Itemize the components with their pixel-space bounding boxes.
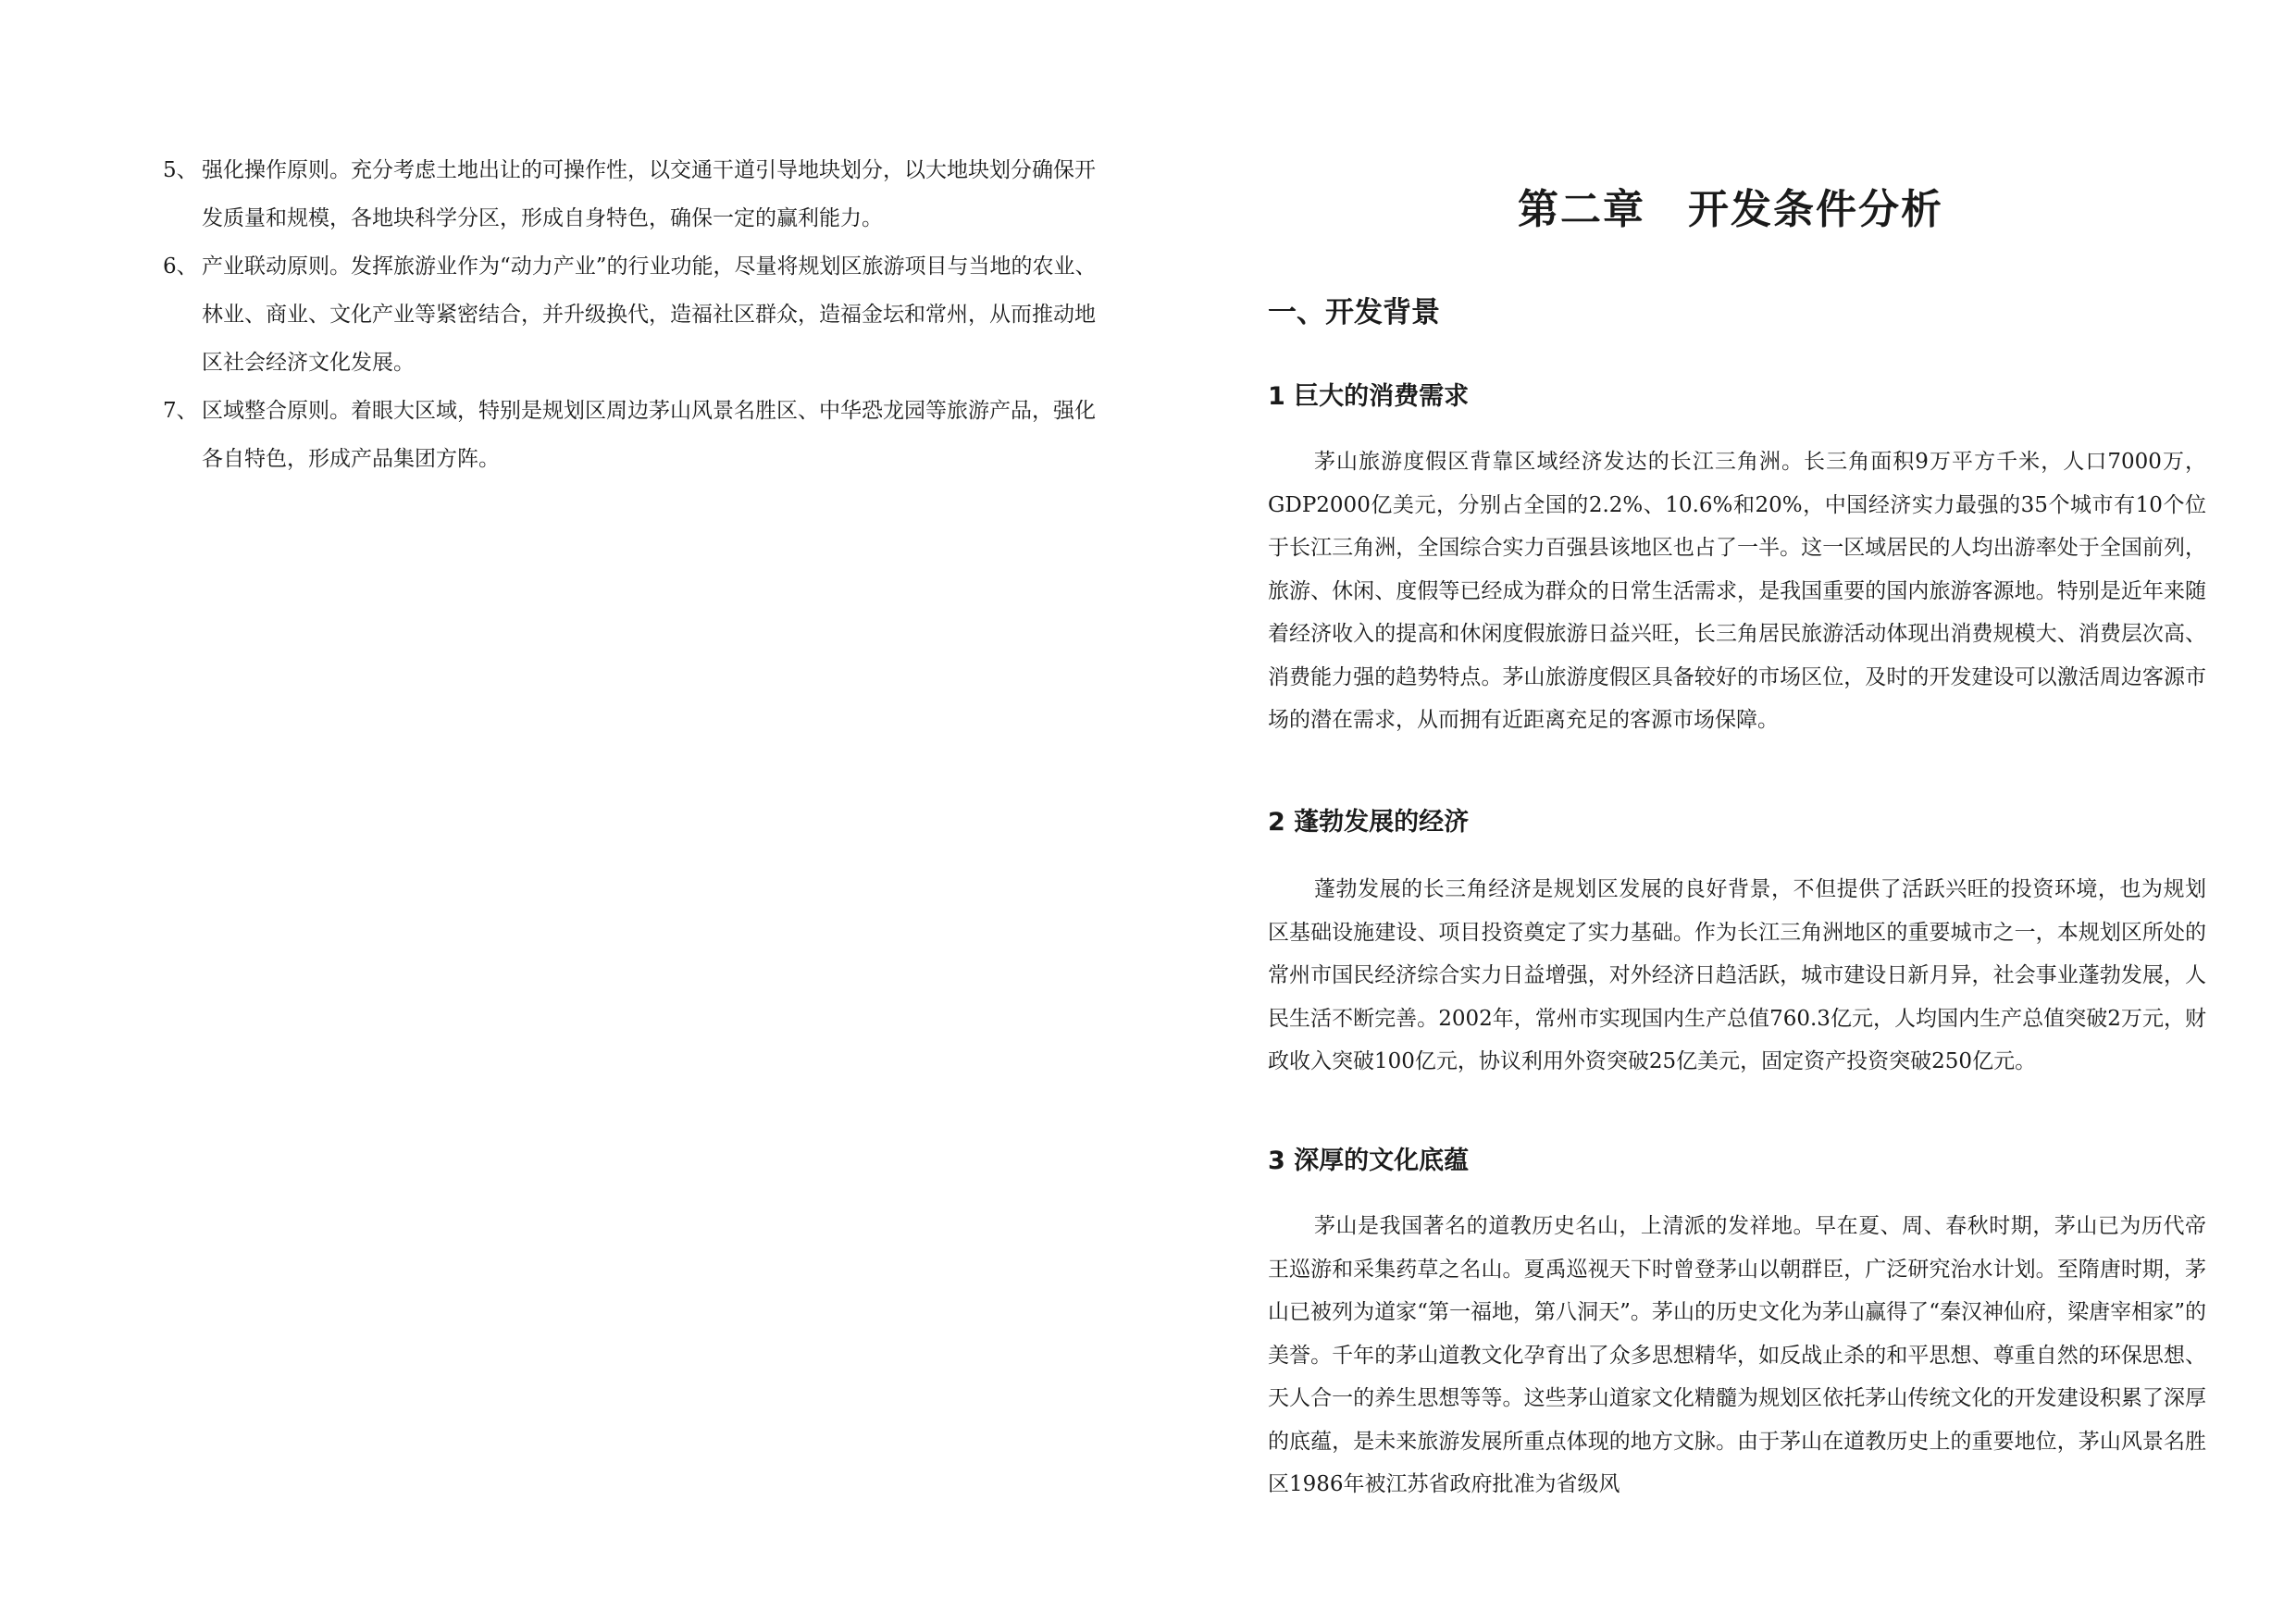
principle-text: 产业联动原则。发挥旅游业作为“动力产业”的行业功能，尽量将规划区旅游项目与当地的农业、林业、商业、文化产业等紧密结合，并升级换代，造福社区群众，造福金坛和常州，从而推动地区社会经济文化发展。 — [202, 254, 1097, 375]
principle-number: 7、 — [163, 399, 198, 423]
chapter-title: 第二章 开发条件分析 — [1518, 186, 1943, 233]
paragraph-culture: 茅山是我国著名的道教历史名山，上清派的发祥地。早在夏、周、春秋时期，茅山已为历代帝王巡游和采集药草之名山。夏禹巡视天下时曾登茅山以朝群臣，广泛研究治水计划。至隋唐时期，茅山已被列为道家“第一福地，第八洞天”。茅山的历史文化为茅山赢得了“秦汉神仙府，梁唐宰相家”的美誉。千年的茅山道教文化孕育出了众多思想精华，如反战止杀的和平思想、尊重自然的环保思想、天人合一的养生思想等等。这些茅山道家文化精髓为规划区依托茅山传统文化的开发建设积累了深厚的底蕴，是未来旅游发展所重点体现的地方文脉。由于茅山在道教历史上的重要地位，茅山风景名胜区1986年被江苏省政府批准为省级风 — [1268, 1214, 2206, 1496]
principle-item — [163, 242, 1107, 387]
principle-number: 5、 — [163, 158, 198, 182]
section-title: 一、开发背景 — [1268, 296, 1440, 329]
subsection-title-consumer-demand: 1 巨大的消费需求 — [1268, 382, 1470, 411]
principle-text: 强化操作原则。充分考虑土地出让的可操作性，以交通干道引导地块划分，以大地块划分确保开发质量和规模，各地块科学分区，形成自身特色，确保一定的赢利能力。 — [202, 158, 1096, 230]
principle-text: 区域整合原则。着眼大区域，特别是规划区周边茅山风景名胜区、中华恐龙园等旅游产品，强化各自特色，形成产品集团方阵。 — [202, 399, 1096, 471]
paragraph-consumer-demand: 茅山旅游度假区背靠区域经济发达的长江三角洲。长三角面积9万平方千米，人口7000万，GDP2000亿美元，分别占全国的2.2%、10.6%和20%，中国经济实力最强的35个城市有10个位于长江三角洲，全国综合实力百强县该地区也占了一半。这一区域居民的人均出游率处于全国前列，旅游、休闲、度假等已经成为群众的日常生活需求，是我国重要的国内旅游客源地。特别是近年来随着经济收入的提高和休闲度假旅游日益兴旺，长三角居民旅游活动体现出消费规模大、消费层次高、消费能力强的趋势特点。茅山旅游度假区具备较好的市场区位，及时的开发建设可以激活周边客源市场的潜在需求，从而拥有近距离充足的客源市场保障。 — [1268, 450, 2206, 732]
principles-list — [163, 146, 1107, 483]
principle-number: 6、 — [163, 254, 198, 279]
principle-item — [163, 387, 1107, 483]
paragraph-economy: 蓬勃发展的长三角经济是规划区发展的良好背景，不但提供了活跃兴旺的投资环境，也为规划区基础设施建设、项目投资奠定了实力基础。作为长江三角洲地区的重要城市之一，本规划区所处的常州市国民经济综合实力日益增强，对外经济日趋活跃，城市建设日新月异，社会事业蓬勃发展，人民生活不断完善。2002年，常州市实现国内生产总值760.3亿元，人均国内生产总值突破2万元，财政收入突破100亿元，协议利用外资突破25亿美元，固定资产投资突破250亿元。 — [1268, 877, 2206, 1073]
subsection-title-economy: 2 蓬勃发展的经济 — [1268, 808, 1470, 837]
subsection-title-culture: 3 深厚的文化底蕴 — [1268, 1147, 1470, 1175]
principle-item — [163, 146, 1107, 242]
